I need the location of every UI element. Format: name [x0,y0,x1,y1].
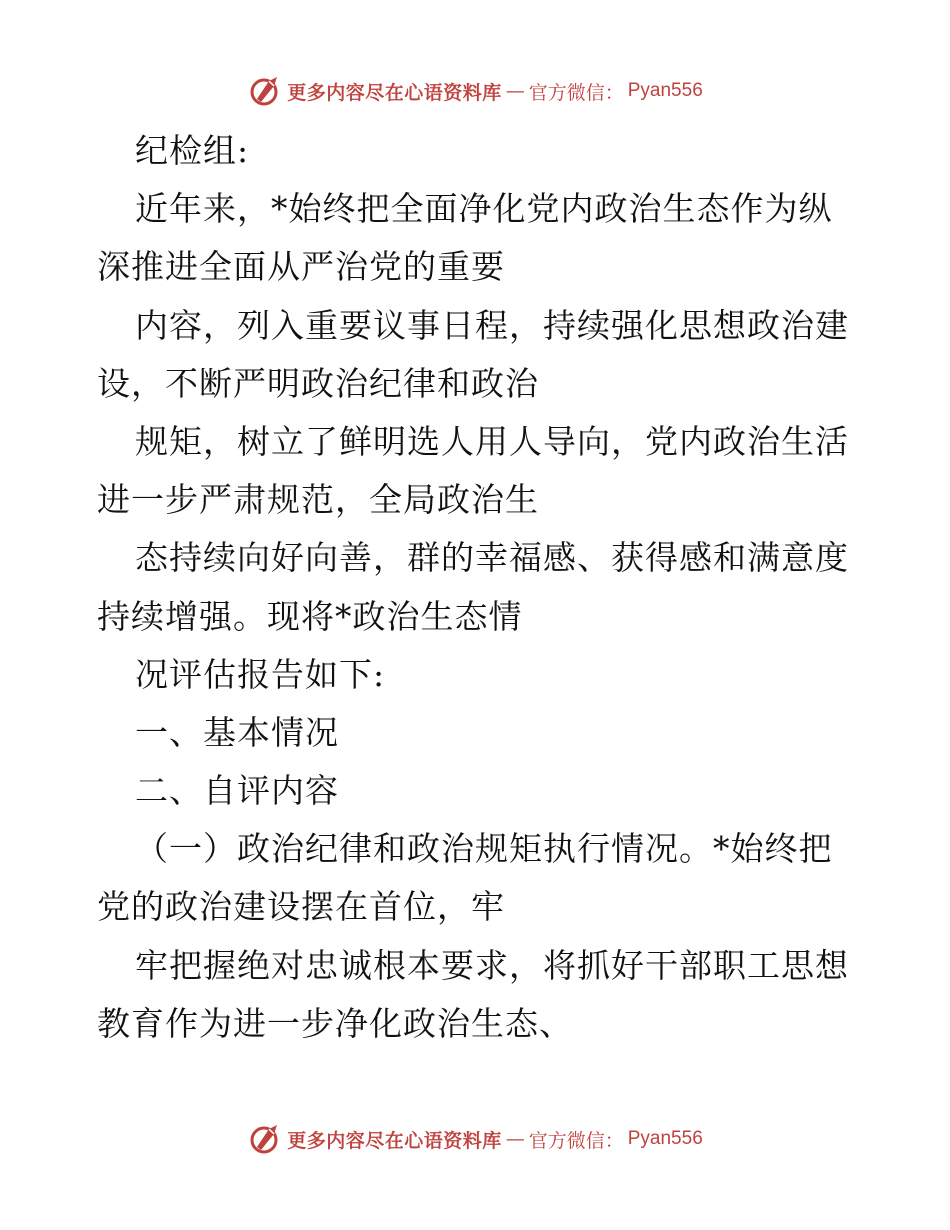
doc-line: （一）政治纪律和政治规矩执行情况。*始终把 [135,829,833,869]
footer-watermark [0,1119,950,1159]
watermark-text: 更多内容尽在心语资料库 [287,1129,502,1152]
document-body [97,122,867,1053]
header-watermark [0,71,950,111]
pen-nib-logo-icon [247,73,283,109]
doc-line: 党的政治建设摆在首位，牢 [97,887,505,927]
doc-line: 近年来，*始终把全面净化党内政治生态作为纵 [135,189,833,229]
watermark-dash: — [505,1128,525,1150]
doc-line: 设，不断严明政治纪律和政治 [97,363,539,403]
watermark-contact-id: Pyan556 [627,1128,703,1149]
doc-line: 一、基本情况 [135,712,339,752]
doc-line: 内容，列入重要议事日程，持续强化思想政治建 [135,305,849,345]
doc-line: 深推进全面从严治党的重要 [97,247,505,287]
doc-line: 牢把握绝对忠诚根本要求，将抓好干部职工思想 [135,945,849,985]
watermark-contact-label: 官方微信： [528,1129,624,1152]
watermark-text: 更多内容尽在心语资料库 [287,81,502,104]
doc-line: 持续增强。现将*政治生态情 [97,596,523,636]
doc-line: 规矩，树立了鲜明选人用人导向，党内政治生活 [135,421,849,461]
pen-nib-logo-icon [247,1121,283,1157]
watermark-dash: — [505,80,525,102]
doc-line: 二、自评内容 [135,771,339,811]
doc-line: 况评估报告如下: [135,654,386,694]
doc-line: 态持续向好向善，群的幸福感、获得感和满意度 [135,538,849,578]
watermark-contact-label: 官方微信： [528,81,624,104]
doc-line: 纪检组: [135,131,250,170]
doc-line: 教育作为进一步净化政治生态、 [97,1003,573,1043]
watermark-contact-id: Pyan556 [627,80,703,101]
doc-line: 进一步严肃规范，全局政治生 [97,480,539,520]
